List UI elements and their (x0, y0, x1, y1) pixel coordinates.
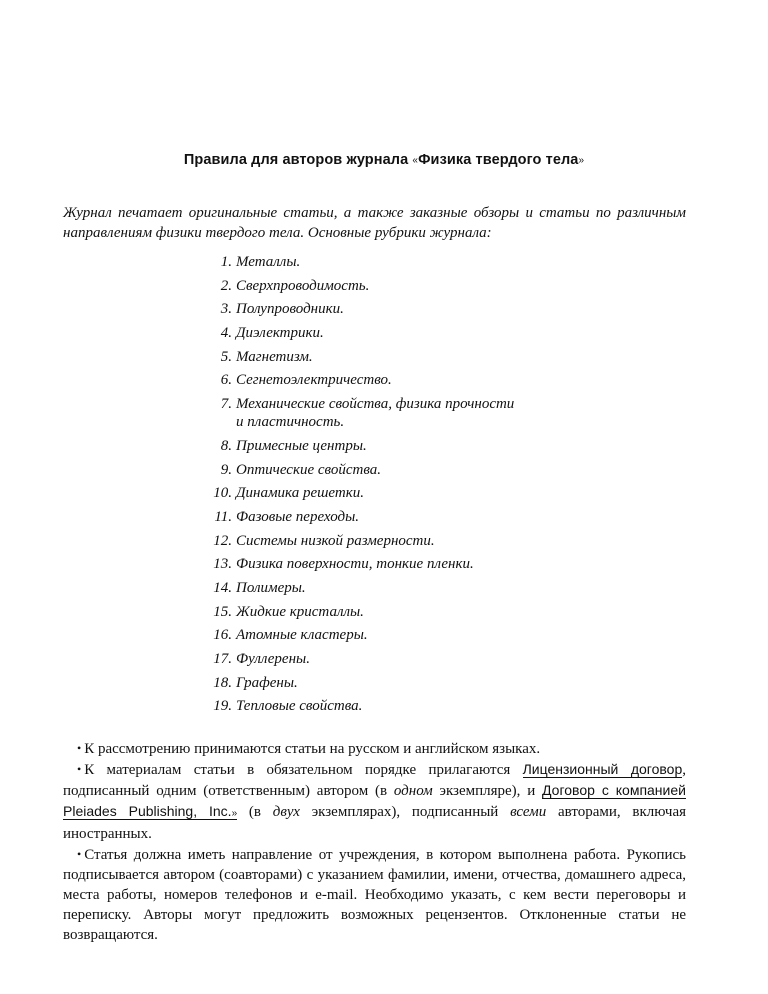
contract-quote: » (231, 808, 238, 819)
rule-text: Статья должна иметь направление от учреждения, в котором выполнена работа. Рукопись подписывается автором (соавторами) с указанием фамилии, имени, отчества, домашнего адреса, места работы, номеров телефонов и e-mail. Необходимо указать, с кем вести переговоры и переписку. Авторы могут предложить возможных рецензентов. Отклоненные статьи не возвращаются. (63, 847, 686, 943)
rules-section (63, 738, 686, 945)
item-text: Сегнетоэлектричество. (236, 372, 392, 389)
list-item (200, 532, 570, 550)
item-number: 13. (213, 556, 232, 573)
title-close-quote: » (578, 155, 585, 166)
list-item (200, 674, 570, 692)
item-number: 15. (213, 603, 232, 620)
list-item (200, 626, 570, 644)
item-number: 6. (220, 372, 232, 389)
list-item (200, 437, 570, 455)
item-text: Атомные кластеры. (236, 627, 368, 644)
item-text: Полупроводники. (236, 301, 344, 318)
item-number: 10. (213, 485, 232, 502)
emphasis-text: одном (393, 783, 433, 799)
item-number: 11. (214, 508, 232, 525)
rule-text: экземпляре), и (432, 783, 543, 799)
item-text: Оптические свойства. (236, 461, 381, 478)
item-text: Металлы. (236, 254, 301, 270)
item-text: Фуллерены. (236, 651, 310, 667)
list-item (200, 508, 570, 526)
item-text: Диэлектрики. (236, 325, 324, 342)
item-text: Фазовые переходы. (236, 508, 359, 525)
item-text: Полимеры. (236, 579, 306, 596)
list-item (200, 300, 570, 318)
item-number: 9. (220, 461, 232, 478)
title-open-quote: « (412, 155, 419, 166)
license-agreement-link[interactable]: Лицензионный договор (522, 761, 683, 777)
bullet-icon: • (77, 762, 82, 776)
bullet-icon: • (77, 741, 82, 755)
rule-paragraph-submission (63, 844, 686, 945)
list-item (200, 555, 570, 573)
page-title (0, 152, 768, 168)
item-number: 19. (213, 698, 232, 715)
list-item (200, 371, 570, 389)
list-item (200, 603, 570, 621)
item-number: 16. (213, 627, 232, 644)
rule-text: экземплярах), подписанный (299, 804, 511, 820)
rule-text: К рассмотрению принимаются статьи на русском и английском языках. (84, 741, 541, 757)
emphasis-text: двух (272, 804, 300, 820)
bullet-icon: • (77, 847, 82, 861)
item-text: Динамика решетки. (236, 485, 364, 502)
rule-text: К материалам статьи в обязательном порядке прилагаются (84, 762, 523, 778)
rule-paragraph-language (63, 738, 686, 759)
item-text: Системы низкой размерности. (236, 532, 435, 549)
item-text: Примесные центры. (236, 437, 367, 454)
item-number: 17. (213, 651, 232, 667)
item-text: Тепловые свойства. (236, 698, 363, 715)
list-item (200, 579, 570, 597)
rule-paragraph-documents (63, 759, 686, 844)
list-item (200, 277, 570, 295)
item-number: 3. (220, 301, 232, 318)
list-item (200, 484, 570, 502)
list-item (200, 650, 570, 668)
list-item (200, 697, 570, 715)
list-item (200, 324, 570, 342)
item-number: 5. (220, 348, 232, 365)
item-number: 12. (213, 532, 232, 549)
item-number: 14. (213, 579, 232, 596)
item-text: Магнетизм. (236, 348, 313, 365)
rule-text: авторами, включая иностранных. (63, 804, 686, 842)
item-text: Физика поверхности, тонкие пленки. (236, 556, 474, 573)
list-item (200, 253, 570, 271)
rule-text: (в (237, 804, 273, 820)
item-number: 2. (220, 277, 232, 294)
item-text: Графены. (236, 674, 298, 691)
contract-text: Договор с компанией Pleiades Publishing, Inc. (63, 782, 686, 819)
list-item (200, 348, 570, 366)
item-text-line1: Механические свойства, физика прочности (236, 396, 515, 413)
item-text-line2: и пластичность. (236, 414, 345, 431)
rule-text: , подписанный одним (ответственным) автором (в (63, 762, 686, 799)
emphasis-text: всеми (510, 804, 547, 820)
item-text: Жидкие кристаллы. (236, 603, 364, 620)
item-number: 1. (220, 254, 232, 270)
list-item (200, 461, 570, 479)
list-item (200, 395, 570, 431)
rubrics-list (200, 253, 570, 721)
item-number: 4. (220, 325, 232, 342)
intro-paragraph: Журнал печатает оригинальные статьи, а также заказные обзоры и статьи по различным направлениям физики твердого тела. Основные рубрики журнала: (63, 205, 686, 241)
item-number: 8. (220, 437, 232, 454)
item-text: Сверхпроводимость. (236, 277, 370, 294)
title-journal-name: Физика твердого тела (418, 152, 579, 168)
title-prefix: Правила для авторов журнала (183, 152, 409, 168)
item-number: 7. (220, 396, 232, 413)
item-number: 18. (213, 674, 232, 691)
